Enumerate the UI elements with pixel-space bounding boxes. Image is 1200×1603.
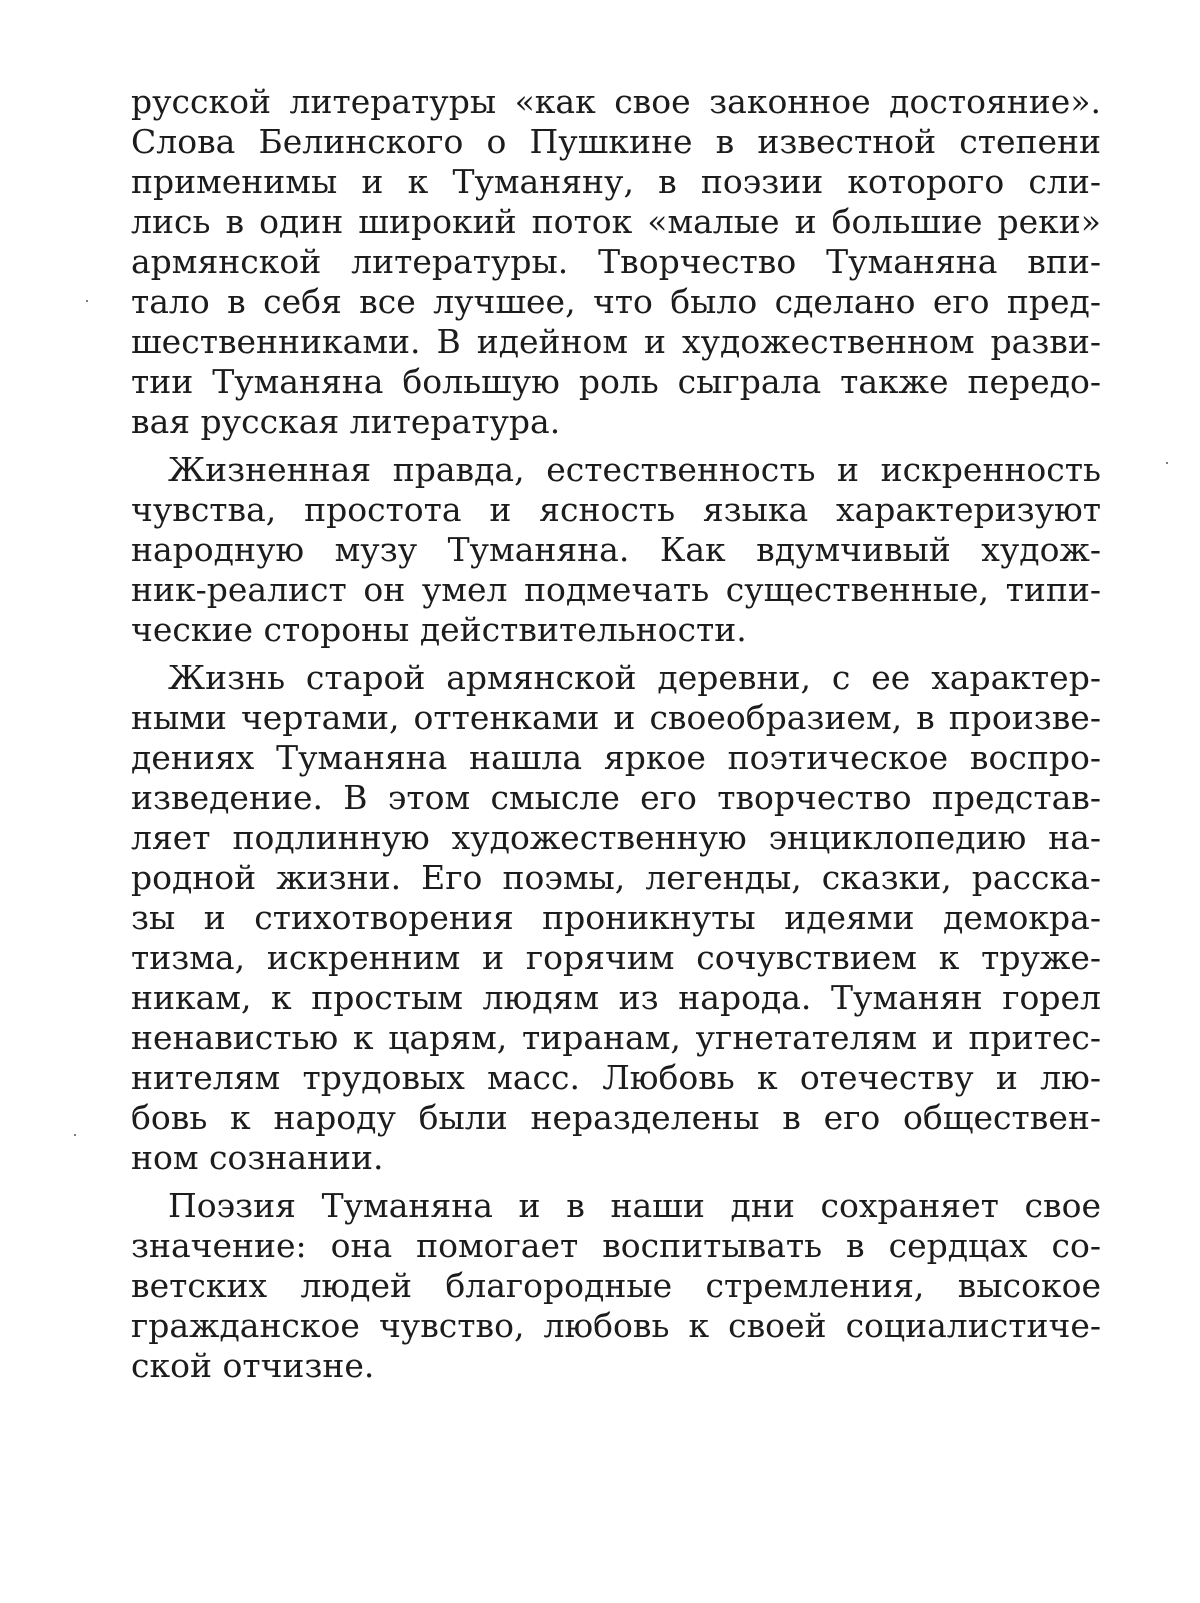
paragraph-1 [131,82,1101,442]
text-line: ляет подлинную художественную энциклопедию на- [131,818,1101,857]
scan-speck [86,300,88,302]
text-line: зы и стихотворения проникнуты идеями демокра- [131,898,1101,937]
text-line: армянской литературы. Творчество Туманяна впи- [131,242,1101,281]
scan-speck [74,1134,76,1136]
text-line: лись в один широкий поток «малые и большие реки» [131,202,1101,241]
text-line: русской литературы «как свое законное достояние». [131,82,1101,121]
text-line: дениях Туманяна нашла яркое поэтическое воспро- [131,738,1101,777]
paragraph-3 [131,658,1101,1178]
text-line: нителям трудовых масс. Любовь к отечеству и лю- [131,1058,1101,1097]
text-line: Поэзия Туманяна и в наши дни сохраняет свое [168,1186,1101,1225]
text-line: чувства, простота и ясность языка характеризуют [131,490,1101,529]
text-line: ном сознании. [131,1138,384,1177]
text-line: гражданское чувство, любовь к своей социалистиче- [131,1306,1101,1345]
text-line: ской отчизне. [131,1346,375,1385]
text-line: Жизнь старой армянской деревни, с ее характер- [168,658,1101,697]
scan-speck [1166,462,1168,464]
text-line: изведение. В этом смысле его творчество представ- [131,778,1101,817]
text-line: ными чертами, оттенками и своеобразием, в произве- [131,698,1101,737]
body-text [131,82,1101,1394]
text-line: ческие стороны действительности. [131,610,747,649]
text-line: тизма, искренним и горячим сочувствием к труже- [131,938,1101,977]
text-line: применимы и к Туманяну, в поэзии которого сли- [131,162,1101,201]
paragraph-4 [131,1186,1101,1386]
text-line: родной жизни. Его поэмы, легенды, сказки, расска- [131,858,1101,897]
text-line: ветских людей благородные стремления, высокое [131,1266,1101,1305]
text-line: шественниками. В идейном и художественном разви- [131,322,1101,361]
text-line: народную музу Туманяна. Как вдумчивый худож- [131,530,1101,569]
text-line: Жизненная правда, естественность и искренность [168,450,1101,489]
text-line: вая русская литература. [131,402,561,441]
text-line: никам, к простым людям из народа. Туманян горел [131,978,1101,1017]
text-line: бовь к народу были неразделены в его обществен- [131,1098,1101,1137]
text-line: тало в себя все лучшее, что было сделано его пред- [131,282,1101,321]
text-line: тии Туманяна большую роль сыграла также передо- [131,362,1101,401]
text-line: Слова Белинского о Пушкине в известной степени [131,122,1101,161]
text-line: ненавистью к царям, тиранам, угнетателям и притес- [131,1018,1101,1057]
text-line: значение: она помогает воспитывать в сердцах со- [131,1226,1101,1265]
text-line: ник-реалист он умел подмечать существенные, типи- [131,570,1101,609]
paragraph-2 [131,450,1101,650]
